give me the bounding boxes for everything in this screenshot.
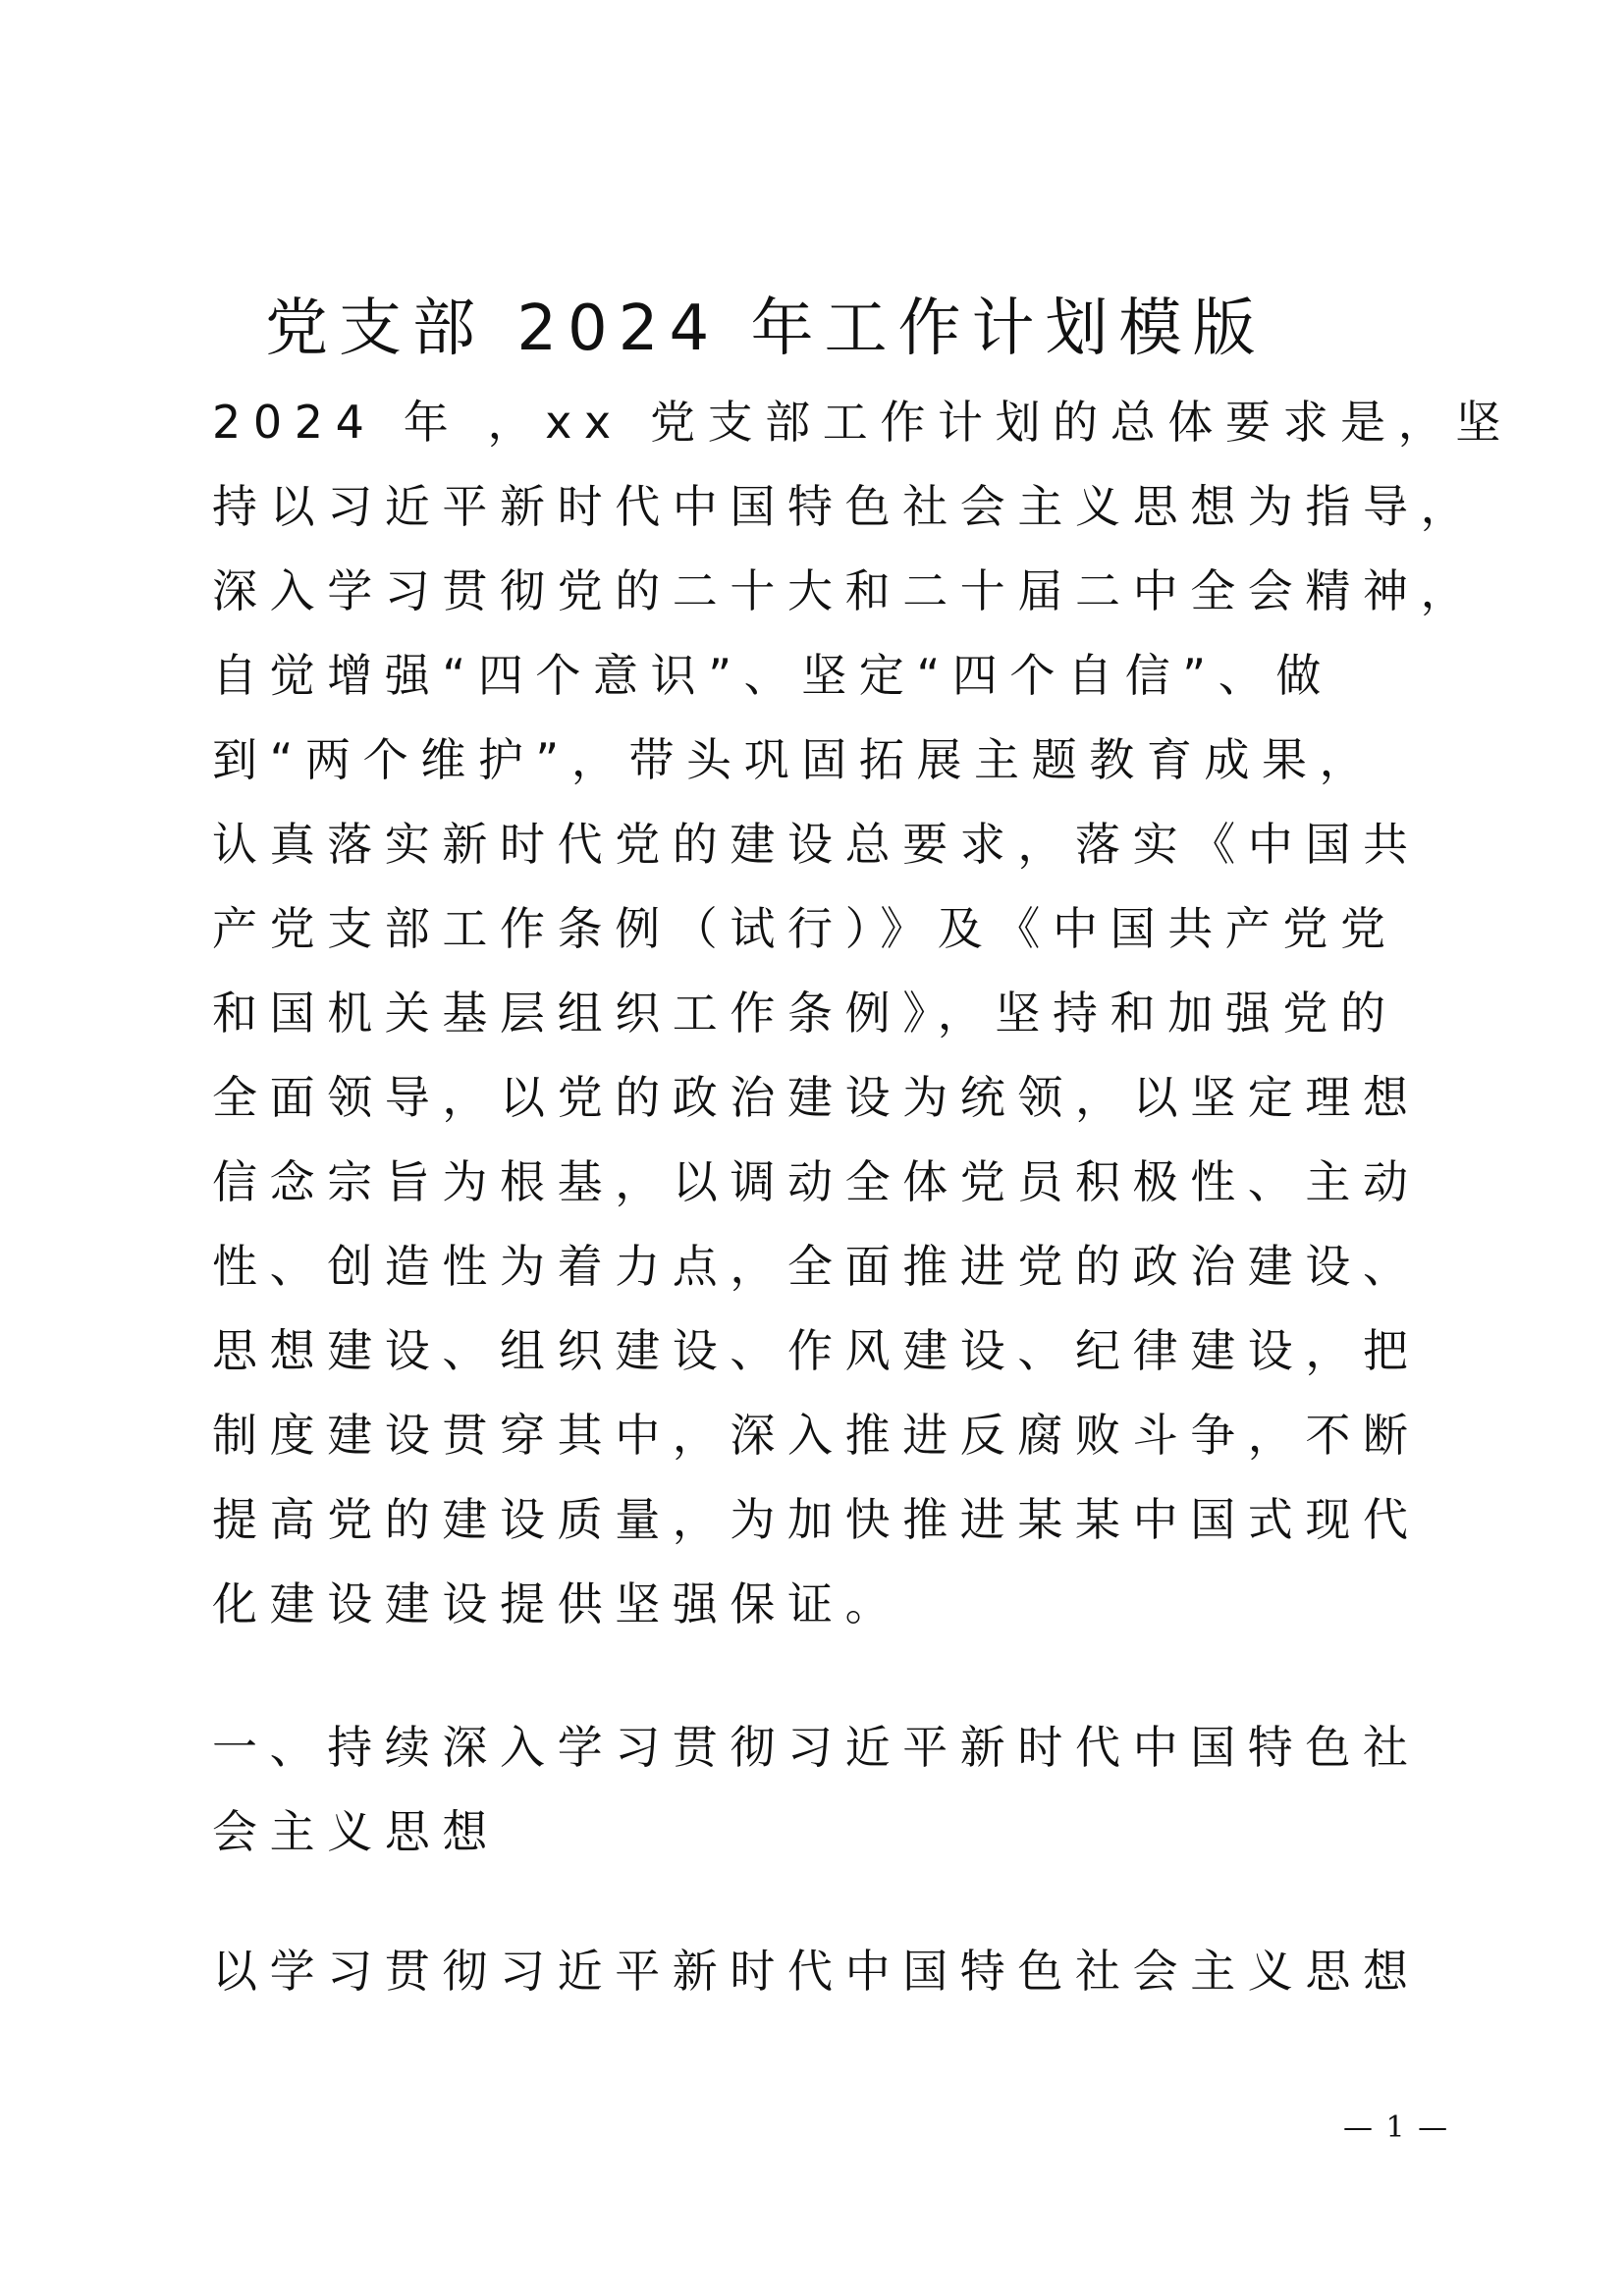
document-title: 党支部 2024 年工作计划模版 bbox=[265, 293, 1267, 365]
section-heading-line: 一、持续深入学习贯彻习近平新时代中国特色社 bbox=[212, 1721, 1421, 1774]
paragraph-line: 思想建设、组织建设、作风建设、纪律建设，把 bbox=[212, 1324, 1421, 1377]
paragraph-line: 提高党的建设质量，为加快推进某某中国式现代 bbox=[212, 1493, 1421, 1546]
paragraph-line: 以学习贯彻习近平新时代中国特色社会主义思想 bbox=[212, 1945, 1421, 1998]
section-heading-line: 会主义思想 bbox=[212, 1805, 500, 1858]
paragraph-line: 到“两个维护”，带头巩固拓展主题教育成果， bbox=[212, 733, 1378, 786]
paragraph-line: 认真落实新时代党的建设总要求，落实《中国共 bbox=[212, 818, 1421, 871]
paragraph-line: 信念宗旨为根基，以调动全体党员积极性、主动 bbox=[212, 1155, 1421, 1208]
paragraph-line: 全面领导，以党的政治建设为统领，以坚定理想 bbox=[212, 1071, 1421, 1124]
paragraph-line: 2024 年 ，xx 党支部工作计划的总体要求是，坚 bbox=[212, 396, 1513, 449]
paragraph-line: 化建设建设提供坚强保证。 bbox=[212, 1577, 903, 1630]
paragraph-line: 性、创造性为着力点，全面推进党的政治建设、 bbox=[212, 1240, 1421, 1293]
page-number: — 1 — bbox=[1343, 2110, 1450, 2145]
paragraph-line: 持以习近平新时代中国特色社会主义思想为指导， bbox=[212, 480, 1479, 533]
paragraph-line: 产党支部工作条例（试行）》及《中国共产党党 bbox=[212, 902, 1398, 955]
paragraph-line: 自觉增强“四个意识”、坚定“四个自信”、做 bbox=[212, 649, 1333, 702]
paragraph-line: 和国机关基层组织工作条例》，坚持和加强党的 bbox=[212, 987, 1398, 1040]
paragraph-line: 深入学习贯彻党的二十大和二十届二中全会精神， bbox=[212, 564, 1479, 617]
paragraph-line: 制度建设贯穿其中，深入推进反腐败斗争，不断 bbox=[212, 1409, 1421, 1462]
